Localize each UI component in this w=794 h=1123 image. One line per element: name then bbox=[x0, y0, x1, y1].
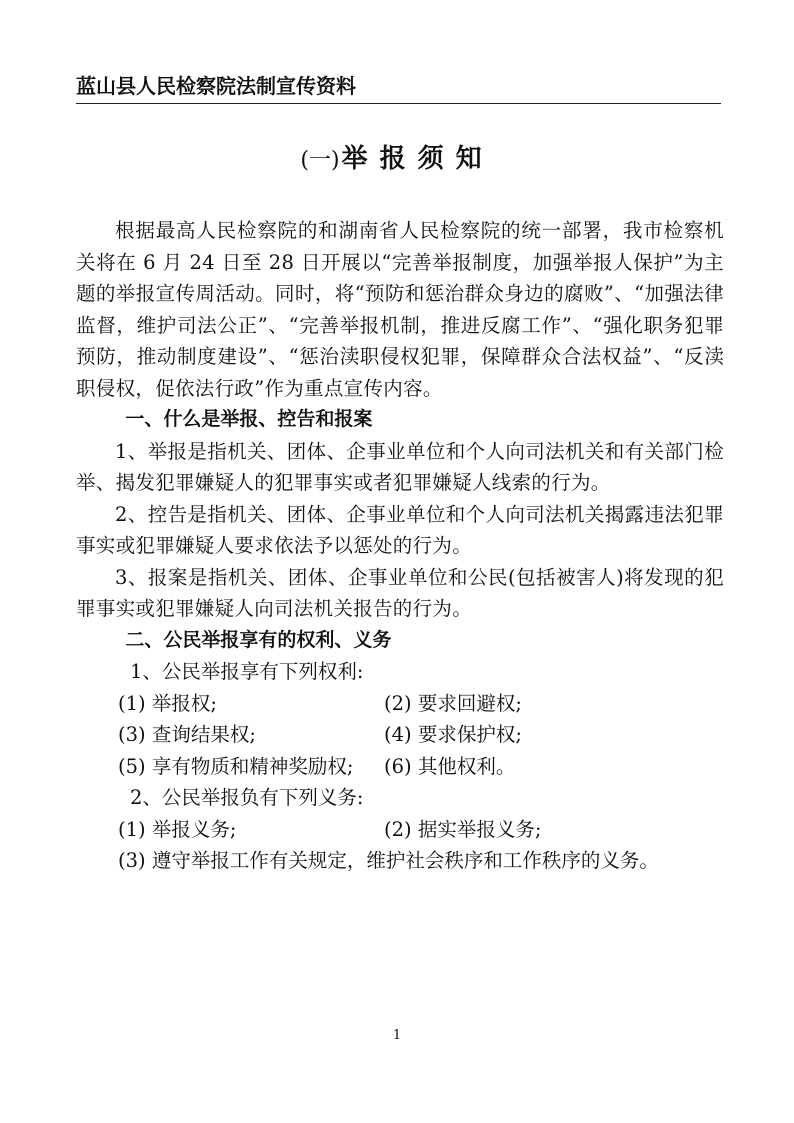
section-heading: 二、公民举报享有的权利、义务 bbox=[125, 628, 392, 651]
section-heading: 一、什么是举报、控告和报案 bbox=[125, 408, 373, 430]
duties-label: 2、公民举报负有下列义务: bbox=[130, 786, 364, 809]
rights-row bbox=[76, 688, 724, 720]
title-word: 报 bbox=[379, 144, 406, 174]
duty-item: (1) 举报义务; bbox=[118, 817, 237, 841]
duties-row bbox=[76, 814, 724, 846]
title-word: 知 bbox=[455, 144, 482, 174]
header-title: 蓝山县人民检察院法制宣传资料 bbox=[76, 74, 356, 98]
page-number: 1 bbox=[392, 1028, 402, 1043]
duty-item: (3) 遵守举报工作有关规定，维护社会秩序和工作秩序的义务。 bbox=[118, 849, 659, 872]
definition-paragraph: 3、报案是指机关、团体、企事业单位和公民(包括被害人)将发现的犯罪事实或犯罪嫌疑人向司法机关报告的行为。 bbox=[76, 565, 724, 620]
title-prefix: (一) bbox=[300, 148, 340, 173]
document-body bbox=[76, 215, 724, 877]
duty-item: (2) 据实举报义务; bbox=[384, 817, 542, 841]
document-header bbox=[76, 70, 721, 104]
right-item: (5) 享有物质和精神奖励权; bbox=[118, 754, 354, 778]
right-item: (6) 其他权利。 bbox=[384, 754, 516, 778]
title-word: 须 bbox=[417, 144, 444, 174]
rights-row bbox=[76, 719, 724, 751]
right-item: (1) 举报权; bbox=[118, 691, 217, 715]
rights-label: 1、公民举报享有下列权利: bbox=[130, 660, 364, 683]
right-item: (2) 要求回避权; bbox=[384, 691, 522, 715]
intro-paragraph: 根据最高人民检察院的和湖南省人民检察院的统一部署，我市检察机关将在 6 月 24 日至 28 日开展以“完善举报制度，加强举报人保护”为主题的举报宣传周活动。同时，将“预防和惩治群众身边的腐败”、“加强法律监督，维护司法公正”、“完善举报机制，推进反腐工作”、“强化职务犯罪预防，推动制度建设”、“惩治渎职侵权犯罪，保障群众合法权益”、“反渎职侵权，促依法行政”作为重点宣传内容。 bbox=[76, 219, 724, 400]
right-item: (3) 查询结果权; bbox=[118, 723, 256, 746]
definition-paragraph: 2、控告是指机关、团体、企事业单位和个人向司法机关揭露违法犯罪事实或犯罪嫌疑人要求依法予以惩处的行为。 bbox=[76, 502, 724, 557]
definition-paragraph: 1、举报是指机关、团体、企事业单位和个人向司法机关和有关部门检举、揭发犯罪嫌疑人的犯罪事实或者犯罪嫌疑人线索的行为。 bbox=[76, 439, 724, 494]
right-item: (4) 要求保护权; bbox=[384, 723, 522, 746]
title-word: 举 bbox=[341, 144, 368, 174]
document-title bbox=[0, 138, 794, 175]
rights-row bbox=[76, 751, 724, 783]
